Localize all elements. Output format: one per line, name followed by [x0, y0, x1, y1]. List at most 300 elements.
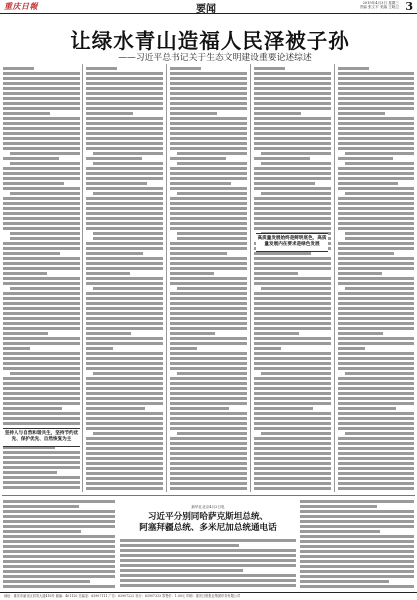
text-line: [254, 417, 331, 419]
text-line: [86, 467, 163, 469]
text-line: [338, 307, 414, 309]
text-line: [338, 377, 414, 379]
text-line: [86, 157, 142, 159]
text-line: [254, 312, 331, 314]
text-line: [177, 152, 247, 154]
text-line: [177, 232, 247, 234]
text-line: [170, 402, 247, 404]
text-line: [338, 142, 414, 144]
text-line: [3, 187, 80, 189]
text-line: [254, 392, 331, 394]
text-line: [338, 72, 414, 74]
text-line: [254, 92, 331, 94]
text-line: [170, 197, 247, 199]
text-line: [170, 377, 247, 379]
text-line: [254, 327, 331, 329]
text-line: [3, 387, 80, 389]
text-line: [10, 162, 80, 164]
text-line: [170, 317, 247, 319]
text-line: [345, 192, 414, 194]
text-line: [254, 67, 285, 69]
text-line: [3, 197, 80, 199]
text-line: [254, 137, 331, 139]
text-line: [338, 242, 414, 244]
text-line: [338, 312, 414, 314]
text-line: [3, 92, 80, 94]
text-line: [3, 471, 57, 473]
text-line: [3, 147, 80, 149]
text-line: [86, 132, 163, 134]
text-line: [170, 167, 247, 169]
text-line: [170, 112, 217, 114]
text-line: [254, 412, 331, 414]
text-line: [254, 332, 299, 334]
text-line: [254, 487, 331, 489]
text-line: [338, 122, 414, 124]
article-divider: [2, 495, 415, 496]
article-column-1-lower: [3, 440, 80, 492]
text-line: [3, 402, 80, 404]
text-line: [3, 530, 81, 532]
text-line: [170, 332, 215, 334]
text-line: [3, 510, 115, 512]
text-line: [345, 152, 414, 154]
text-line: [86, 142, 163, 144]
text-line: [170, 392, 247, 394]
text-line: [10, 232, 80, 234]
text-line: [170, 257, 247, 259]
text-line: [3, 127, 80, 129]
text-line: [338, 202, 414, 204]
text-line: [338, 167, 414, 169]
text-line: [3, 540, 115, 542]
text-line: [170, 422, 247, 424]
text-line: [338, 272, 382, 274]
text-line: [170, 462, 247, 464]
text-line: [86, 327, 163, 329]
text-line: [3, 122, 80, 124]
text-line: [338, 92, 414, 94]
bottom-headline-line-2: 阿塞拜疆总统、多米尼加总统通电话: [139, 523, 277, 533]
text-line: [338, 362, 414, 364]
text-line: [3, 545, 115, 547]
article-column-4: [254, 66, 331, 492]
text-line: [338, 147, 414, 149]
text-line: [254, 362, 331, 364]
text-line: [3, 575, 115, 577]
text-line: [338, 157, 393, 159]
editors-line: 责编 张文平 美编 王晓卫: [359, 5, 399, 10]
text-line: [345, 232, 414, 234]
text-line: [86, 267, 163, 269]
text-line: [254, 342, 331, 344]
text-line: [170, 477, 247, 479]
text-line: [3, 97, 80, 99]
text-line: [300, 535, 414, 537]
text-line: [120, 549, 296, 551]
text-line: [3, 77, 80, 79]
text-line: [86, 77, 163, 79]
text-line: [170, 182, 231, 184]
text-line: [86, 332, 131, 334]
text-line: [3, 520, 115, 522]
text-line: [170, 487, 247, 489]
text-line: [345, 287, 414, 289]
text-line: [170, 472, 247, 474]
text-line: [86, 367, 163, 369]
text-line: [3, 212, 80, 214]
text-line: [254, 477, 331, 479]
text-line: [338, 132, 414, 134]
text-line: [3, 555, 115, 557]
text-line: [86, 147, 163, 149]
text-line: [338, 102, 414, 104]
text-line: [254, 397, 331, 399]
text-line: [300, 555, 414, 557]
text-line: [254, 407, 313, 409]
text-line: [86, 462, 163, 464]
text-line: [3, 102, 80, 104]
text-line: [86, 87, 163, 89]
text-line: [338, 207, 414, 209]
text-line: [300, 550, 414, 552]
text-line: [254, 97, 331, 99]
text-line: [338, 277, 414, 279]
text-line: [3, 580, 90, 582]
text-line: [86, 207, 163, 209]
text-line: [170, 457, 247, 459]
text-line: [254, 157, 310, 159]
text-line: [338, 412, 414, 414]
text-line: [3, 267, 80, 269]
text-line: [170, 382, 247, 384]
text-line: [3, 392, 80, 394]
text-line: [338, 472, 414, 474]
text-line: [120, 544, 239, 546]
text-line: [170, 262, 247, 264]
text-line: [86, 82, 163, 84]
text-line: [254, 142, 331, 144]
text-line: [338, 222, 414, 224]
text-line: [254, 307, 331, 309]
text-line: [3, 466, 80, 468]
text-line: [86, 357, 163, 359]
text-line: [170, 132, 247, 134]
text-line: [86, 107, 163, 109]
text-line: [170, 277, 247, 279]
text-line: [338, 477, 414, 479]
text-line: [170, 302, 247, 304]
text-line: [170, 252, 227, 254]
column-rule: [334, 64, 335, 492]
text-line: [170, 352, 247, 354]
text-line: [86, 437, 163, 439]
text-line: [86, 487, 163, 489]
text-line: [338, 422, 414, 424]
text-line: [170, 322, 247, 324]
text-line: [86, 387, 163, 389]
text-line: [86, 172, 163, 174]
text-line: [86, 262, 163, 264]
text-line: [338, 292, 414, 294]
text-line: [170, 297, 247, 299]
bottom-article-byline: 新华社北京4月2日电: [191, 505, 225, 509]
text-line: [10, 192, 80, 194]
text-line: [3, 550, 115, 552]
text-line: [254, 347, 281, 349]
text-line: [170, 177, 247, 179]
text-line: [300, 540, 414, 542]
text-line: [120, 539, 296, 541]
text-line: [170, 362, 247, 364]
text-line: [93, 192, 163, 194]
text-line: [254, 437, 331, 439]
text-line: [300, 565, 414, 567]
text-line: [3, 377, 80, 379]
text-line: [300, 510, 414, 512]
bottom-article-body: [120, 538, 296, 590]
masthead: [0, 0, 417, 14]
text-line: [3, 560, 115, 562]
text-line: [86, 457, 163, 459]
text-line: [170, 327, 247, 329]
text-line: [254, 317, 331, 319]
text-line: [3, 142, 80, 144]
text-line: [86, 307, 163, 309]
text-line: [338, 397, 414, 399]
text-line: [338, 342, 414, 344]
text-line: [338, 427, 414, 429]
text-line: [254, 212, 331, 214]
text-line: [3, 247, 80, 249]
text-line: [3, 565, 115, 567]
text-line: [254, 82, 331, 84]
text-line: [86, 272, 130, 274]
text-line: [338, 357, 414, 359]
text-line: [254, 452, 331, 454]
text-line: [170, 307, 247, 309]
text-line: [86, 112, 133, 114]
text-line: [3, 157, 59, 159]
pull-quote: 高质量发展始终是鲜明底色，高质量发展内在要求是绿色发展: [256, 233, 328, 252]
text-line: [3, 337, 80, 339]
text-line: [3, 272, 47, 274]
text-line: [254, 442, 331, 444]
text-line: [3, 312, 80, 314]
text-line: [86, 337, 163, 339]
text-line: [93, 162, 163, 164]
text-line: [338, 367, 414, 369]
text-line: [170, 342, 247, 344]
text-line: [170, 122, 247, 124]
text-line: [254, 352, 331, 354]
text-line: [300, 515, 414, 517]
text-line: [170, 227, 247, 229]
bottom-article-right: [300, 499, 414, 589]
text-line: [170, 127, 247, 129]
column-rule: [166, 64, 167, 492]
text-line: [170, 267, 247, 269]
text-line: [170, 247, 247, 249]
newspaper-logo: 重庆日報: [4, 1, 38, 11]
text-line: [3, 357, 80, 359]
text-line: [254, 197, 331, 199]
text-line: [86, 242, 163, 244]
text-line: [338, 87, 414, 89]
text-line: [170, 222, 247, 224]
text-line: [86, 482, 163, 484]
text-line: [3, 112, 50, 114]
text-line: [86, 322, 163, 324]
text-line: [86, 187, 163, 189]
text-line: [254, 382, 331, 384]
text-line: [3, 252, 60, 254]
text-line: [3, 322, 80, 324]
text-line: [3, 282, 80, 284]
text-line: [338, 392, 414, 394]
text-line: [86, 67, 117, 69]
text-line: [86, 217, 163, 219]
text-line: [86, 92, 163, 94]
text-line: [177, 192, 247, 194]
text-line: [3, 117, 80, 119]
text-line: [254, 112, 301, 114]
text-line: [254, 302, 331, 304]
text-line: [3, 137, 80, 139]
text-line: [3, 412, 80, 414]
text-line: [86, 127, 163, 129]
text-line: [86, 122, 163, 124]
text-line: [170, 292, 247, 294]
bottom-headline-line-1: 习近平分别同哈萨克斯坦总统、: [147, 512, 269, 522]
text-line: [170, 417, 247, 419]
text-line: [86, 167, 163, 169]
text-line: [170, 412, 247, 414]
text-line: [254, 217, 331, 219]
text-line: [338, 82, 414, 84]
text-line: [338, 347, 365, 349]
text-line: [3, 172, 80, 174]
text-line: [338, 352, 414, 354]
text-line: [338, 322, 414, 324]
text-line: [254, 387, 331, 389]
text-line: [3, 177, 80, 179]
bottom-article-headline: [120, 512, 296, 534]
text-line: [86, 197, 163, 199]
text-line: [3, 347, 30, 349]
text-line: [3, 515, 115, 517]
text-line: [86, 302, 163, 304]
article-column-1: [3, 66, 80, 426]
text-line: [86, 222, 163, 224]
text-line: [10, 237, 80, 239]
text-line: [3, 407, 62, 409]
text-line: [254, 107, 331, 109]
text-line: [170, 397, 247, 399]
text-line: [170, 442, 247, 444]
text-line: [338, 297, 414, 299]
text-line: [254, 482, 331, 484]
text-line: [338, 172, 414, 174]
text-line: [170, 107, 247, 109]
text-line: [86, 247, 163, 249]
text-line: [300, 505, 377, 507]
text-line: [254, 87, 331, 89]
text-line: [170, 142, 247, 144]
text-line: [338, 117, 414, 119]
text-line: [170, 72, 247, 74]
text-line: [10, 287, 80, 289]
text-line: [338, 137, 414, 139]
article-column-2: [86, 66, 163, 492]
text-line: [93, 287, 163, 289]
text-line: [254, 187, 331, 189]
text-line: [338, 457, 414, 459]
text-line: [254, 377, 331, 379]
text-line: [254, 267, 331, 269]
text-line: [170, 427, 247, 429]
text-line: [170, 97, 247, 99]
text-line: [300, 530, 380, 532]
text-line: [86, 297, 163, 299]
text-line: [254, 297, 331, 299]
text-line: [86, 417, 163, 419]
text-line: [254, 202, 331, 204]
text-line: [300, 560, 414, 562]
text-line: [3, 257, 80, 259]
text-line: [254, 262, 331, 264]
text-line: [254, 72, 331, 74]
text-line: [86, 257, 163, 259]
page-number: 3: [405, 0, 413, 13]
text-line: [170, 357, 247, 359]
text-line: [120, 559, 296, 561]
text-line: [86, 422, 163, 424]
text-line: [254, 127, 331, 129]
text-line: [86, 317, 163, 319]
text-line: [254, 102, 331, 104]
text-line: [338, 217, 414, 219]
text-line: [254, 427, 331, 429]
text-line: [86, 377, 163, 379]
text-line: [338, 262, 414, 264]
text-line: [254, 292, 331, 294]
text-line: [254, 147, 331, 149]
text-line: [3, 72, 80, 74]
text-line: [254, 122, 331, 124]
text-line: [254, 172, 331, 174]
text-line: [338, 487, 414, 489]
text-line: [254, 117, 331, 119]
text-line: [338, 177, 414, 179]
text-line: [254, 422, 331, 424]
text-line: [120, 569, 243, 571]
main-subheadline: ——习近平总书记关于生态文明建设重要论述综述: [118, 53, 312, 63]
text-line: [170, 92, 247, 94]
text-line: [254, 77, 331, 79]
text-line: [93, 372, 163, 374]
text-line: [177, 287, 247, 289]
article-column-3: [170, 66, 247, 492]
text-line: [86, 277, 163, 279]
text-line: [86, 97, 163, 99]
text-line: [300, 520, 414, 522]
text-line: [338, 97, 414, 99]
text-line: [170, 467, 247, 469]
text-line: [3, 132, 80, 134]
text-line: [3, 481, 80, 483]
issue-date-text: 2019年4月3日 星期三: [362, 1, 399, 5]
